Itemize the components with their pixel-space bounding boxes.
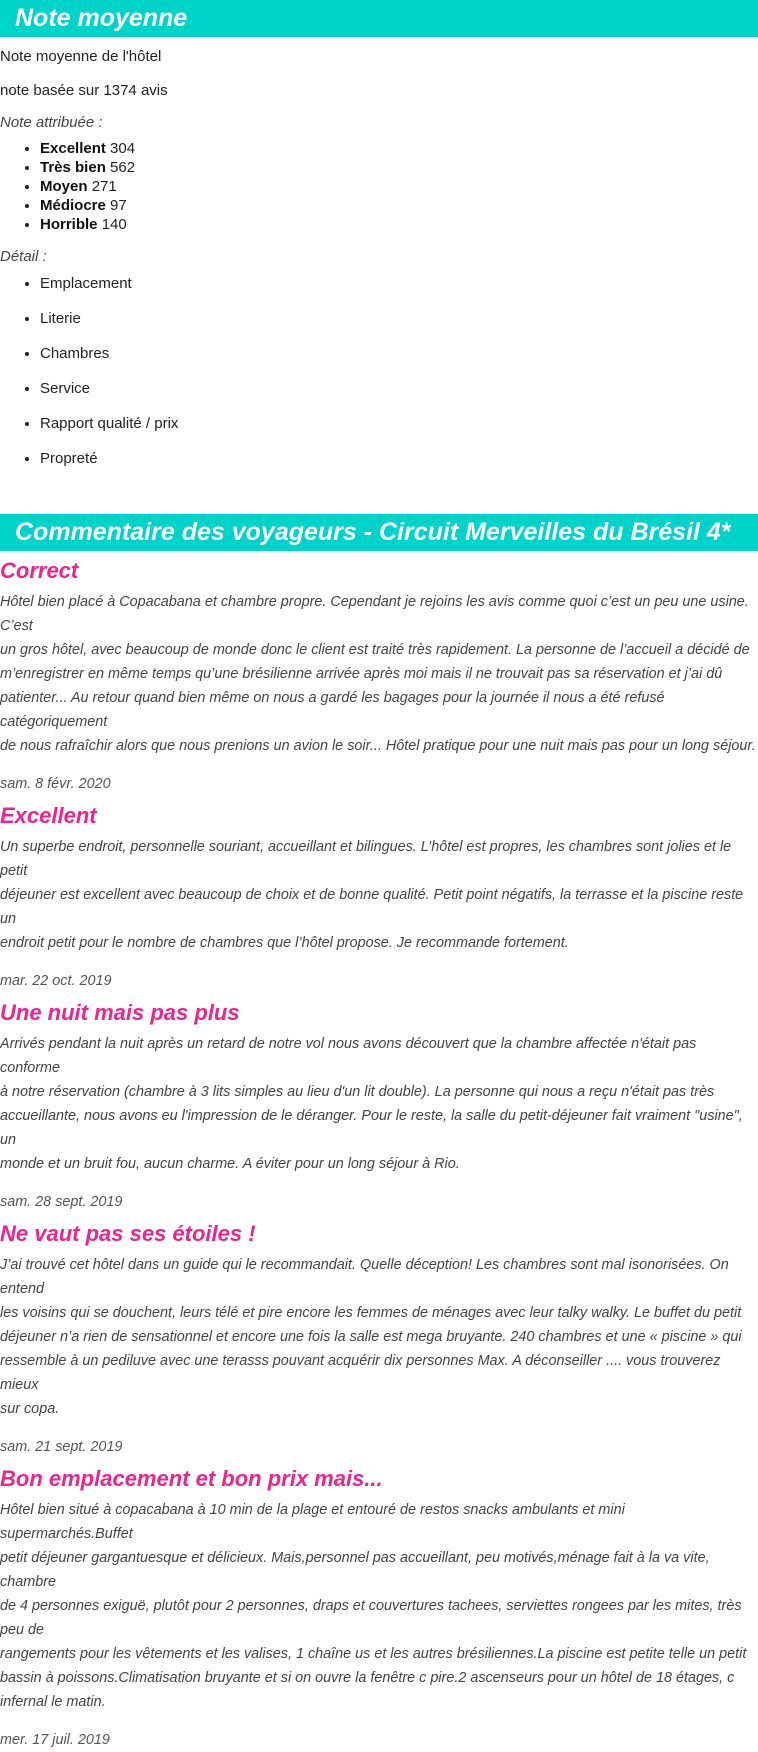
comments-header: Commentaire des voyageurs - Circuit Merveilles du Brésil 4* <box>0 514 758 551</box>
review-title: Excellent <box>0 802 97 828</box>
review-title: Correct <box>0 557 79 583</box>
review-title: Ne vaut pas ses étoiles ! <box>0 1220 256 1246</box>
review-date: sam. 21 sept. 2019 <box>0 1439 123 1455</box>
review-date: mar. 22 oct. 2019 <box>0 973 112 989</box>
details-list <box>0 274 758 502</box>
review-item <box>0 1459 758 1752</box>
review-item <box>0 551 758 796</box>
rating-count: 304 <box>110 140 136 157</box>
average-rating-section <box>0 0 758 514</box>
reviews-count-text: note basée sur 1374 avis <box>0 82 168 99</box>
average-rating-header: Note moyenne <box>0 0 758 37</box>
rating-count: 140 <box>101 216 127 233</box>
detail-item: • Chambres <box>40 344 758 379</box>
rating-name: Moyen <box>40 178 88 195</box>
rating-count: 271 <box>91 178 117 195</box>
review-date: mer. 17 juil. 2019 <box>0 1732 110 1748</box>
rating-item-tres-bien <box>40 158 758 177</box>
rating-name: Très bien <box>40 159 106 176</box>
rating-item-mediocre <box>40 196 758 215</box>
details-label: Détail : <box>0 248 47 265</box>
review-text: Un superbe endroit, personnelle souriant, accueillant et bilingues. L’hôtel est propres, les chambres sont jolies et le petit déjeuner est excellent avec beaucoup de choix et de bonne qualité. Petit point négatifs, la terrasse et la piscine reste un endroit petit pour le nombre de chambres que l’hôtel propose. Je recommande fortement. <box>0 839 744 951</box>
review-item <box>0 796 758 993</box>
review-title: Bon emplacement et bon prix mais... <box>0 1465 383 1491</box>
ratings-list <box>0 139 758 239</box>
review-title: Une nuit mais pas plus <box>0 999 240 1025</box>
detail-item: • Emplacement <box>40 274 758 309</box>
detail-item: • Literie <box>40 309 758 344</box>
detail-item: • Service <box>40 379 758 414</box>
review-date: sam. 28 sept. 2019 <box>0 1194 123 1210</box>
rating-item-moyen <box>40 177 758 196</box>
rating-name: Horrible <box>40 216 98 233</box>
rating-name: Excellent <box>40 140 106 157</box>
rating-count: 97 <box>110 197 127 214</box>
ratings-label: Note attribuée : <box>0 114 103 131</box>
hotel-average-label: Note moyenne de l'hôtel <box>0 48 162 65</box>
review-item <box>0 993 758 1214</box>
review-text: Arrivés pendant la nuit après un retard de notre vol nous avons découvert que la chambre affectée n'était pas conforme à notre réservation (chambre à 3 lits simples au lieu d'un lit double). La personne qui nous a reçu n'était pas très accueillante, nous avons eu l'impression de le déranger. Pour le reste, la salle du petit-déjeuner fait vraiment "usine", un monde et un bruit fou, aucun charme. A éviter pour un long séjour à Rio. <box>0 1036 743 1172</box>
review-text: J’ai trouvé cet hôtel dans un guide qui le recommandait. Quelle déception! Les chambres sont mal isonorisées. On entend les voisins qui se douchent, leurs télé et pire encore les femmes de ménages avec leur talky walky. Le buffet du petit déjeuner n’a rien de sensationnel et encore une fois la salle est mega bruyante. 240 chambres et une « piscine » qui ressemble à un pediluve avec une terasss pouvant acquérir dix personnes Max. A déconseiller .... vous trouverez mieux sur copa. <box>0 1257 742 1417</box>
rating-item-horrible <box>40 215 758 234</box>
rating-name: Médiocre <box>40 197 106 214</box>
detail-item: • Propreté <box>40 449 758 484</box>
review-date: sam. 8 févr. 2020 <box>0 776 111 792</box>
review-text: Hôtel bien placé à Copacabana et chambre propre. Cependant je rejoins les avis comme quoi c’est un peu une usine. C’est un gros hôtel, avec beaucoup de monde donc le client est traité très rapidement. La personne de l’accueil a décidé de m’enregistrer en même temps qu’une brésilienne arrivée après moi mais il ne trouvait pas sa réservation et j’ai dû patienter... Au retour quand bien même on nous a gardé les bagages pour la journée il nous a été refusé catégoriquement de nous rafraîchir alors que nous prenions un avion le soir... Hôtel pratique pour une nuit mais pas pour un long séjour. <box>0 594 756 754</box>
detail-item: • Rapport qualité / prix <box>40 414 758 449</box>
review-text: Hôtel bien situé à copacabana à 10 min de la plage et entouré de restos snacks ambulants et mini supermarchés.Buffet petit déjeuner gargantuesque et délicieux. Mais,personnel pas accueillant, peu motivés,ménage fait à la va vite, chambre de 4 personnes exiguë, plutôt pour 2 personnes, draps et couvertures tachees, serviettes rongees par les mites, très peu de rangements pour les vêtements et les valises, 1 chaîne us et les autres brésiliennes.La piscine est petite telle un petit bassin à poissons.Climatisation bruyante et si on ouvre la fenêtre c pire.2 ascenseurs pour un hôtel de 18 étages, c infernal le matin. <box>0 1502 747 1710</box>
rating-count: 562 <box>110 159 136 176</box>
review-item <box>0 1214 758 1459</box>
rating-item-excellent <box>40 139 758 158</box>
comments-section <box>0 514 758 1752</box>
